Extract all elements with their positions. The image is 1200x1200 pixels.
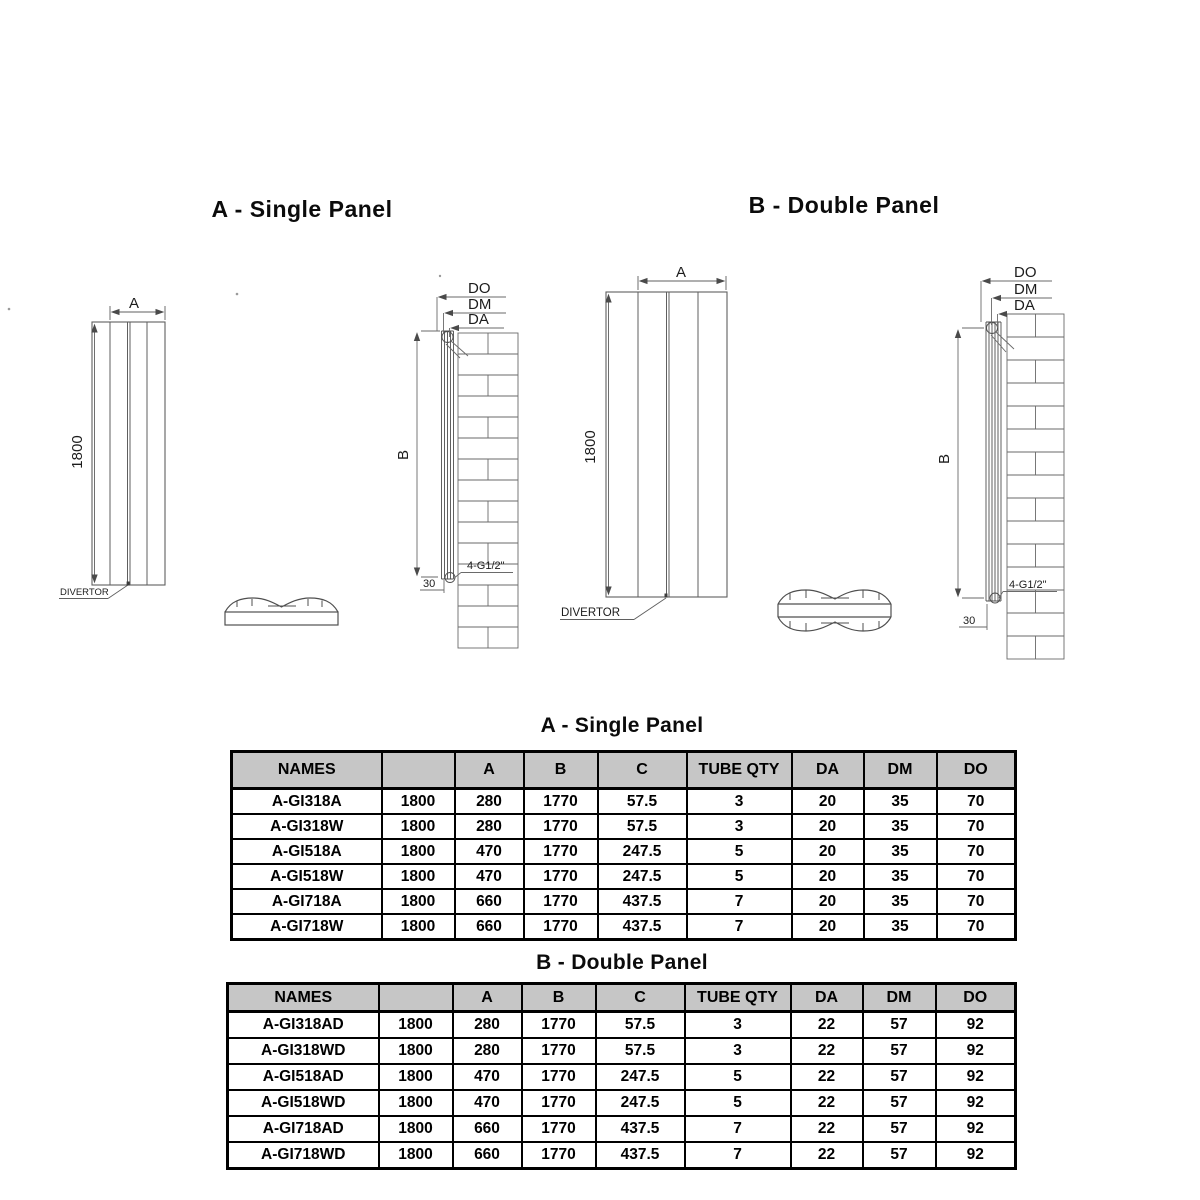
radiator-front-outline <box>92 322 165 585</box>
value-cell: 92 <box>936 1116 1016 1142</box>
value-cell: 247.5 <box>598 864 687 889</box>
da-label: DA <box>468 311 489 328</box>
value-cell: 92 <box>936 1090 1016 1116</box>
model-name-cell: A-GI518WD <box>228 1090 379 1116</box>
connection-leader <box>999 592 1057 599</box>
dm-label: DM <box>468 296 492 313</box>
value-cell: 57.5 <box>596 1038 685 1064</box>
print-speck <box>236 293 239 296</box>
value-cell: 35 <box>864 789 937 815</box>
wall-offset-label: 30 <box>423 578 436 590</box>
divertor-marker <box>665 594 668 598</box>
value-cell: 1800 <box>379 1038 453 1064</box>
column-header: DM <box>864 752 937 789</box>
divertor-marker <box>127 582 130 586</box>
value-cell: 1770 <box>524 839 598 864</box>
value-cell: 70 <box>937 814 1016 839</box>
value-cell: 35 <box>864 914 937 940</box>
double-panel-table-title: B - Double Panel <box>536 951 708 974</box>
value-cell: 20 <box>792 889 864 914</box>
value-cell: 22 <box>791 1064 863 1090</box>
value-cell: 1770 <box>524 789 598 815</box>
value-cell: 1800 <box>379 1142 453 1169</box>
value-cell: 1770 <box>522 1064 596 1090</box>
value-cell: 1770 <box>522 1090 596 1116</box>
value-cell: 20 <box>792 789 864 815</box>
column-header: NAMES <box>228 984 379 1012</box>
value-cell: 35 <box>864 864 937 889</box>
connection-size-label: 4-G1/2" <box>1009 579 1047 591</box>
value-cell: 280 <box>453 1012 522 1039</box>
radiator-side-profile <box>442 331 454 579</box>
value-cell: 22 <box>791 1012 863 1039</box>
table-row <box>228 1116 1016 1142</box>
model-name-cell: A-GI518W <box>232 864 382 889</box>
value-cell: 70 <box>937 914 1016 940</box>
value-cell: 57 <box>863 1012 936 1039</box>
value-cell: 280 <box>453 1038 522 1064</box>
width-dimension-label: A <box>675 264 687 281</box>
value-cell: 1800 <box>382 864 455 889</box>
single-panel-spec-table <box>230 750 1017 941</box>
value-cell: 660 <box>455 889 524 914</box>
column-header: TUBE QTY <box>687 752 792 789</box>
model-name-cell: A-GI318AD <box>228 1012 379 1039</box>
value-cell: 3 <box>687 789 792 815</box>
top-valve-leader <box>991 332 1014 352</box>
table-row <box>228 1012 1016 1039</box>
table-row <box>232 864 1016 889</box>
single-panel-front-view <box>59 295 165 599</box>
value-cell: 5 <box>687 864 792 889</box>
top-view-end-caps <box>778 604 891 617</box>
value-cell: 20 <box>792 814 864 839</box>
value-cell: 437.5 <box>598 889 687 914</box>
value-cell: 1800 <box>379 1064 453 1090</box>
single-panel-side-view <box>395 280 518 648</box>
value-cell: 3 <box>685 1012 791 1039</box>
value-cell: 57.5 <box>598 814 687 839</box>
value-cell: 22 <box>791 1090 863 1116</box>
value-cell: 92 <box>936 1012 1016 1039</box>
table-row <box>228 1142 1016 1169</box>
model-name-cell: A-GI318A <box>232 789 382 815</box>
depth-dimension-extensions <box>981 281 998 328</box>
column-header: A <box>455 752 524 789</box>
model-name-cell: A-GI718AD <box>228 1116 379 1142</box>
top-view-back-panel-profile <box>778 617 891 631</box>
column-header: C <box>596 984 685 1012</box>
value-cell: 1800 <box>382 889 455 914</box>
single-panel-table-title: A - Single Panel <box>540 714 704 737</box>
top-view-base <box>225 612 338 625</box>
value-cell: 1770 <box>524 864 598 889</box>
value-cell: 1770 <box>524 889 598 914</box>
value-cell: 92 <box>936 1064 1016 1090</box>
value-cell: 470 <box>455 839 524 864</box>
value-cell: 20 <box>792 864 864 889</box>
value-cell: 437.5 <box>596 1142 685 1169</box>
value-cell: 57.5 <box>596 1012 685 1039</box>
value-cell: 20 <box>792 839 864 864</box>
column-header: DM <box>863 984 936 1012</box>
panel-division-lines <box>638 292 698 597</box>
value-cell: 22 <box>791 1116 863 1142</box>
divertor-label: DIVERTOR <box>561 607 621 619</box>
value-cell: 70 <box>937 789 1016 815</box>
value-cell: 35 <box>864 814 937 839</box>
value-cell: 660 <box>455 914 524 940</box>
value-cell: 70 <box>937 839 1016 864</box>
double-panel-front-view <box>560 264 727 620</box>
value-cell: 247.5 <box>598 839 687 864</box>
column-header: TUBE QTY <box>685 984 791 1012</box>
column-header: B <box>524 752 598 789</box>
value-cell: 5 <box>685 1090 791 1116</box>
value-cell: 92 <box>936 1038 1016 1064</box>
value-cell: 7 <box>687 914 792 940</box>
double-panel-spec-table <box>226 982 1017 1170</box>
single-panel-drawing-title: A - Single Panel <box>211 196 393 222</box>
value-cell: 1800 <box>382 839 455 864</box>
b-dimension-extensions <box>421 331 440 577</box>
value-cell: 7 <box>685 1142 791 1169</box>
value-cell: 5 <box>687 839 792 864</box>
value-cell: 57 <box>863 1064 936 1090</box>
value-cell: 280 <box>455 814 524 839</box>
value-cell: 1800 <box>382 789 455 815</box>
do-label: DO <box>1014 264 1037 281</box>
value-cell: 1770 <box>524 814 598 839</box>
single-panel-top-view <box>225 598 338 625</box>
value-cell: 1770 <box>522 1012 596 1039</box>
table-row <box>232 839 1016 864</box>
value-cell: 22 <box>791 1142 863 1169</box>
value-cell: 247.5 <box>596 1064 685 1090</box>
column-header: DO <box>937 752 1016 789</box>
do-label: DO <box>468 280 491 297</box>
value-cell: 437.5 <box>598 914 687 940</box>
table-header-row <box>232 752 1016 789</box>
value-cell: 1800 <box>382 814 455 839</box>
connection-leader <box>453 573 513 580</box>
divertor-label: DIVERTOR <box>60 587 109 598</box>
value-cell: 57.5 <box>598 789 687 815</box>
value-cell: 1800 <box>379 1116 453 1142</box>
value-cell: 470 <box>453 1090 522 1116</box>
value-cell: 22 <box>791 1038 863 1064</box>
column-header: DO <box>936 984 1016 1012</box>
top-view-detail-ticks <box>237 599 322 607</box>
b-dimension-label: B <box>936 453 953 465</box>
table-row <box>232 889 1016 914</box>
value-cell: 1800 <box>379 1090 453 1116</box>
print-speck <box>8 308 11 311</box>
table-row <box>232 789 1016 815</box>
double-panel-side-view <box>936 264 1064 659</box>
value-cell: 57 <box>863 1038 936 1064</box>
value-cell: 3 <box>687 814 792 839</box>
value-cell: 57 <box>863 1090 936 1116</box>
b-dimension-label: B <box>395 449 412 461</box>
height-dimension-label: 1800 <box>582 430 599 464</box>
table-row <box>232 914 1016 940</box>
top-view-mid-lines <box>778 604 891 617</box>
value-cell: 35 <box>864 839 937 864</box>
value-cell: 437.5 <box>596 1116 685 1142</box>
wall-offset-label: 30 <box>963 615 976 627</box>
value-cell: 57 <box>863 1116 936 1142</box>
value-cell: 92 <box>936 1142 1016 1169</box>
value-cell: 1770 <box>522 1142 596 1169</box>
value-cell: 1770 <box>522 1038 596 1064</box>
top-view-panel-profile <box>225 598 338 612</box>
table-header-row <box>228 984 1016 1012</box>
model-name-cell: A-GI518AD <box>228 1064 379 1090</box>
value-cell: 5 <box>685 1064 791 1090</box>
value-cell: 7 <box>687 889 792 914</box>
table-row <box>228 1038 1016 1064</box>
value-cell: 3 <box>685 1038 791 1064</box>
column-header <box>382 752 455 789</box>
value-cell: 660 <box>453 1142 522 1169</box>
print-speck <box>439 275 441 277</box>
value-cell: 247.5 <box>596 1090 685 1116</box>
value-cell: 470 <box>455 864 524 889</box>
value-cell: 70 <box>937 864 1016 889</box>
column-header: DA <box>791 984 863 1012</box>
connection-size-label: 4-G1/2" <box>467 560 505 572</box>
da-label: DA <box>1014 297 1035 314</box>
model-name-cell: A-GI718WD <box>228 1142 379 1169</box>
value-cell: 470 <box>453 1064 522 1090</box>
top-view-front-panel-profile <box>778 590 891 604</box>
column-header: DA <box>792 752 864 789</box>
table-row <box>228 1064 1016 1090</box>
table-row <box>232 814 1016 839</box>
value-cell: 20 <box>792 914 864 940</box>
value-cell: 1800 <box>382 914 455 940</box>
value-cell: 7 <box>685 1116 791 1142</box>
b-dimension-extensions <box>962 328 984 598</box>
column-header: NAMES <box>232 752 382 789</box>
column-header: A <box>453 984 522 1012</box>
double-panel-drawing-title: B - Double Panel <box>748 192 940 218</box>
table-row <box>228 1090 1016 1116</box>
value-cell: 57 <box>863 1142 936 1169</box>
model-name-cell: A-GI318W <box>232 814 382 839</box>
top-valve-leader <box>446 341 468 358</box>
column-header: C <box>598 752 687 789</box>
column-header: B <box>522 984 596 1012</box>
value-cell: 280 <box>455 789 524 815</box>
radiator-side-profile <box>986 322 1001 601</box>
value-cell: 35 <box>864 889 937 914</box>
panel-division-lines <box>110 322 147 585</box>
value-cell: 660 <box>453 1116 522 1142</box>
model-name-cell: A-GI518A <box>232 839 382 864</box>
value-cell: 1800 <box>379 1012 453 1039</box>
dm-label: DM <box>1014 281 1038 298</box>
double-panel-top-view <box>778 590 891 631</box>
value-cell: 1770 <box>522 1116 596 1142</box>
value-cell: 1770 <box>524 914 598 940</box>
width-dimension-label: A <box>128 295 140 312</box>
height-dimension-label: 1800 <box>69 435 86 469</box>
column-header <box>379 984 453 1012</box>
model-name-cell: A-GI718W <box>232 914 382 940</box>
model-name-cell: A-GI318WD <box>228 1038 379 1064</box>
model-name-cell: A-GI718A <box>232 889 382 914</box>
value-cell: 70 <box>937 889 1016 914</box>
